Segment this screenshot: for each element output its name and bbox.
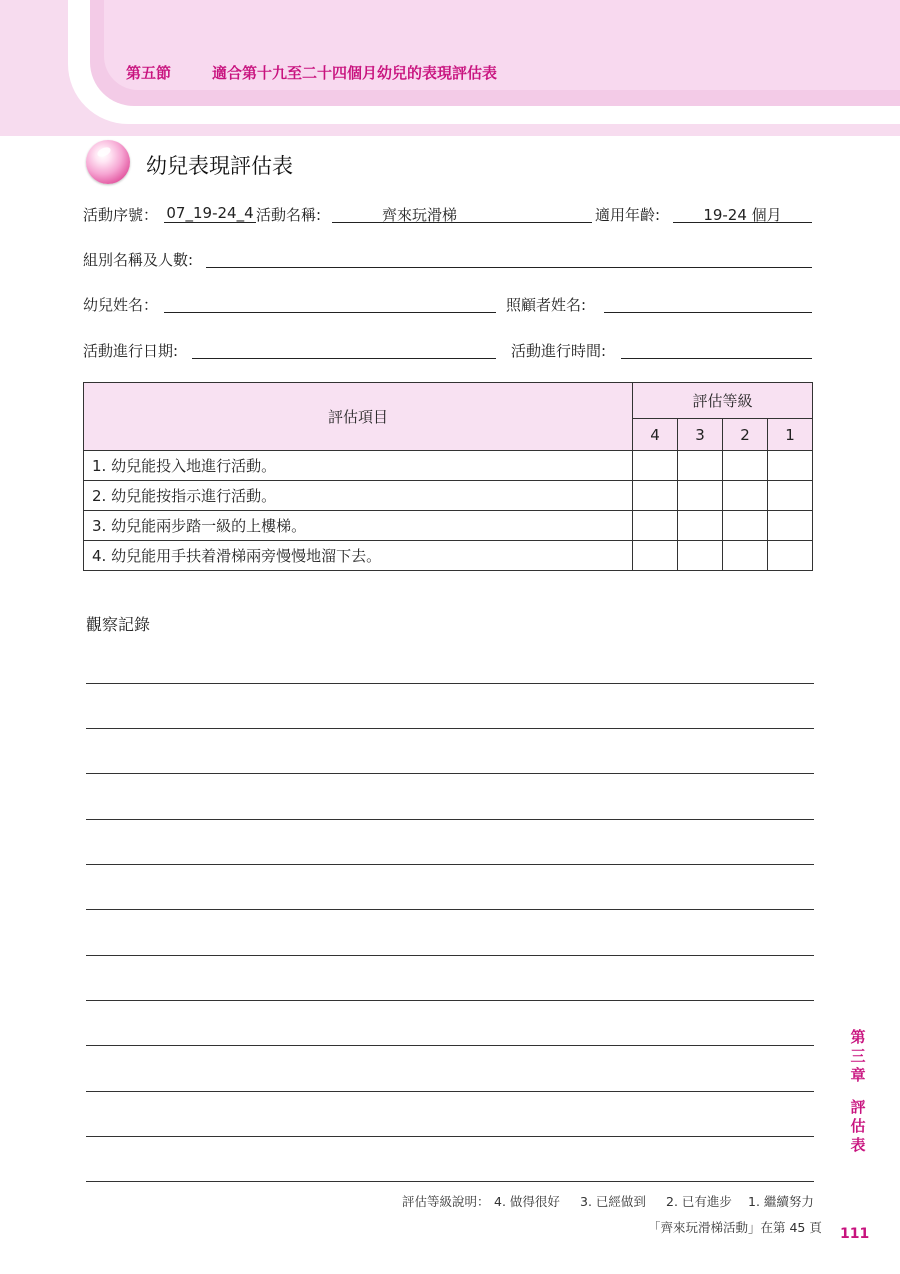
side-tab-name: 評 估 表 [850,1098,866,1154]
sheet-title: 幼兒表現評估表 [146,154,293,178]
grade-cell[interactable] [723,541,768,571]
item-header: 評估項目 [84,383,633,451]
table-row [84,541,813,571]
grade-cell[interactable] [678,541,723,571]
grade-cell[interactable] [768,451,813,481]
grade-cell[interactable] [633,511,678,541]
activity-reference: 「齊來玩滑梯活動」在第 45 頁 [648,1220,822,1235]
observation-line[interactable] [86,1181,814,1182]
grade-cell[interactable] [768,481,813,511]
date-label: 活動進行日期: [83,342,179,360]
observation-line[interactable] [86,683,814,684]
grade-legend-1: 1. 繼續努力 [748,1194,814,1209]
observation-line[interactable] [86,1045,814,1046]
activity-name-label: 活動名稱: [256,206,322,224]
grade-2-header: 2 [723,419,768,451]
grade-cell[interactable] [723,511,768,541]
date-input-line[interactable] [192,358,496,359]
child-name-label: 幼兒姓名： [83,296,159,314]
activity-name-line [332,222,592,223]
section-number: 第五節 [126,64,172,82]
grade-cell[interactable] [723,481,768,511]
observation-line[interactable] [86,864,814,865]
activity-no-label: 活動序號： [83,206,159,224]
time-input-line[interactable] [621,358,812,359]
side-tab-chapter: 第 三 章 [850,1028,866,1084]
age-value: 19-24 個月 [703,206,782,224]
observation-line[interactable] [86,955,814,956]
age-label: 適用年齡: [595,206,661,224]
item-cell: 3. 幼兒能兩步踏一級的上樓梯。 [84,511,633,541]
observation-line[interactable] [86,773,814,774]
grade-cell[interactable] [678,481,723,511]
observation-line[interactable] [86,909,814,910]
page-number: 111 [840,1226,870,1242]
observation-line[interactable] [86,728,814,729]
group-label: 組別名稱及人數: [83,251,194,269]
grade-legend-4: 4. 做得很好 [494,1194,560,1209]
observation-line[interactable] [86,819,814,820]
grade-legend-3: 3. 已經做到 [580,1194,646,1209]
item-cell: 1. 幼兒能投入地進行活動。 [84,451,633,481]
table-row [84,481,813,511]
carer-name-label: 照顧者姓名: [506,296,587,314]
grade-cell[interactable] [633,451,678,481]
grade-legend-label: 評估等級說明： [402,1194,490,1209]
grade-cell[interactable] [768,541,813,571]
grade-4-header: 4 [633,419,678,451]
grade-header: 評估等級 [633,383,813,419]
activity-name-value: 齊來玩滑梯 [382,206,458,224]
grade-cell[interactable] [723,451,768,481]
grade-cell[interactable] [633,481,678,511]
grade-cell[interactable] [678,451,723,481]
item-cell: 2. 幼兒能按指示進行活動。 [84,481,633,511]
activity-no-line [164,222,256,223]
observation-line[interactable] [86,1136,814,1137]
time-label: 活動進行時間: [511,342,607,360]
child-name-input-line[interactable] [164,312,496,313]
table-row [84,511,813,541]
grade-cell[interactable] [633,541,678,571]
evaluation-table [83,382,813,571]
observation-line[interactable] [86,1000,814,1001]
activity-no-value: 07_19-24_4 [166,204,254,222]
grade-3-header: 3 [678,419,723,451]
observation-line[interactable] [86,1091,814,1092]
age-line [673,222,812,223]
grade-1-header: 1 [768,419,813,451]
observation-title: 觀察記錄 [86,615,151,634]
grade-cell[interactable] [768,511,813,541]
section-title: 適合第十九至二十四個月幼兒的表現評估表 [212,64,498,82]
grade-cell[interactable] [678,511,723,541]
table-row [84,451,813,481]
grade-legend-2: 2. 已有進步 [666,1194,732,1209]
carer-name-input-line[interactable] [604,312,812,313]
item-cell: 4. 幼兒能用手扶着滑梯兩旁慢慢地溜下去。 [84,541,633,571]
group-input-line[interactable] [206,267,812,268]
